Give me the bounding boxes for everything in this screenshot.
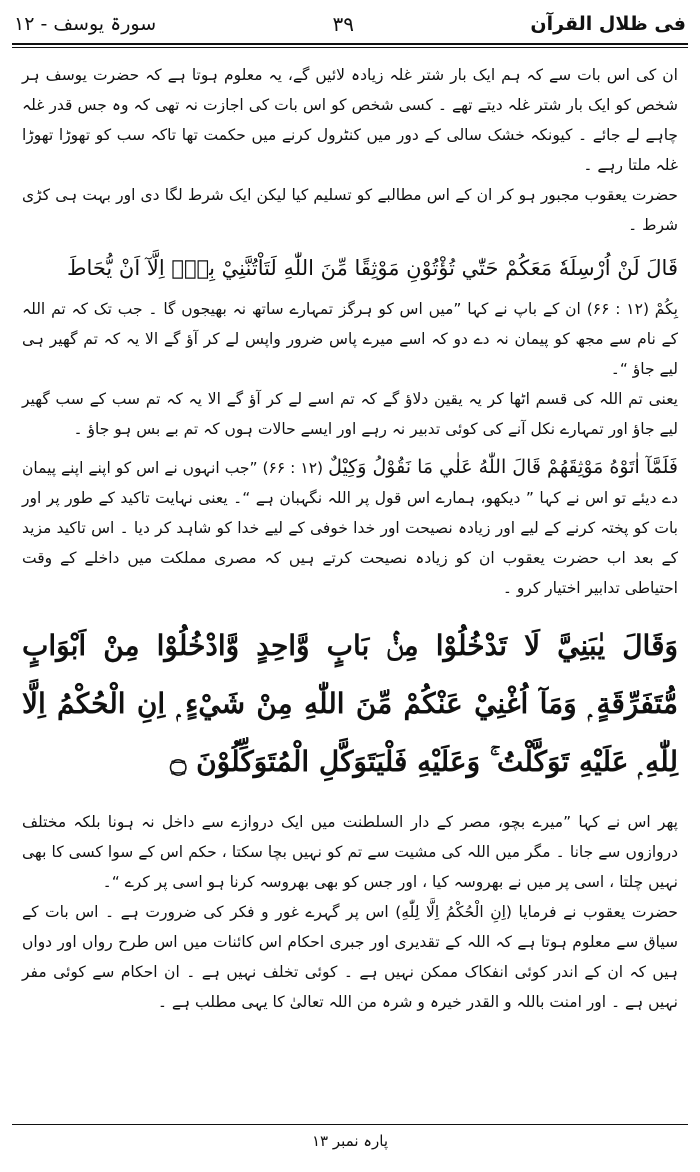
footer-text: پارہ نمبر ۱۳ xyxy=(311,1132,389,1150)
header-rule xyxy=(12,43,688,45)
header-rule-thin xyxy=(12,47,688,48)
paragraph-3: بِكُمْ (۱۲ : ۶۶) ان کے باپ نے کہا ”میں اس کو ہرگز تمہارے ساتھ نہ بھیجوں گا ۔ جب تک کہ تم اللہ کے نام سے مجھ کو پیمان نہ دے دو کہ اسے میرے پاس ضرور واپس لے کر آؤ گے الا یہ کہ تم گھیر ہی لیے جاؤ “۔ xyxy=(22,300,678,378)
quran-verse-1: قَالَ لَنْ اُرْسِلَهٗ مَعَكُمْ حَتّٰي تُؤْتُوْنِ مَوْثِقًا مِّنَ اللّٰهِ لَتَاْتُنَّنِيْ بِهٖٓ اِلَّآ اَنْ يُّحَاطَ xyxy=(67,256,678,280)
paragraph-4: یعنی تم اللہ کی قسم اٹھا کر یہ یقین دلاؤ گے کہ تم اسے لے کر آؤ گے الا یہ کہ تم سب کے سب گھیر لیے جاؤ اور تمہارے نکل آنے کی کوئی تدبیر نہ رہے اور ایسے حالات ہوں کہ تم بے بس ہو جاؤ ۔ xyxy=(22,390,678,438)
surah-label: سورۃ یوسف - ۱۲ xyxy=(14,13,157,35)
paragraph-2: حضرت یعقوب مجبور ہو کر ان کے اس مطالبے کو تسلیم کیا لیکن ایک شرط لگا دی اور بہت ہی کڑی شرط ۔ xyxy=(22,186,678,234)
page-number: ۳۹ xyxy=(332,12,355,36)
book-title: فی ظلال القرآن xyxy=(530,13,686,35)
page-body xyxy=(22,60,678,1017)
paragraph-7: حضرت یعقوب نے فرمایا (اِنِ الْحُكْمُ اِلَّا لِلّٰهِ) اس پر گہرے غور و فکر کی ضرورت ہے ۔ اس بات کے سیاق سے معلوم ہوتا ہے کہ اللہ کے تقدیری اور جبری احکام اس کائنات میں اس طرح رواں اور دواں ہیں کہ ان کے اندر کوئی انفکاک ممکن نہیں ہے ۔ کوئی تخلف نہیں ہے ۔ ان احکام سے کوئی مفر نہیں ہے ۔ اور امنت باللہ و القدر خیرہ و شرہ من اللہ تعالیٰ کا یہی مطلب ہے ۔ xyxy=(22,903,678,1011)
paragraph-5-text: (۱۲ : ۶۶) ”جب انہوں نے اس کو اپنے اپنے پیمان دے دیئے تو اس نے کہا ” دیکھو، ہمارے اس قول پر اللہ نگہبان ہے “۔ یعنی نہایت تاکید کے طور پر اور بات کو پختہ کرنے کے لیے اور زیادہ نصیحت اور خدا خوفی کے لیے خدا کو شاہد کر دیا ۔ اس تاکید مزید کے بعد اب حضرت یعقوب ان کو زیادہ نصیحت کرتے ہیں کہ مصری مملکت میں داخلے کے وقت احتیاطی تدابیر اختیار کرو ۔ xyxy=(22,459,678,597)
paragraph-5 xyxy=(22,452,678,603)
quran-verse-inline: فَلَمَّآ اٰتَوْهُ مَوْثِقَهُمْ قَالَ اللّٰهُ عَلٰي مَا نَقُوْلُ وَكِيْلٌ xyxy=(328,456,678,478)
paragraph-1: ان کی اس بات سے کہ ہم ایک بار شتر غلہ زیادہ لائیں گے، یہ معلوم ہوتا ہے کہ حضرت یوسف ہر شخص کو ایک بار شتر غلہ دیتے تھے ۔ کسی شخص کو اس بات کی اجازت نہ تھی کہ وہ جس قدر غلہ چاہے لے جائے ۔ کیونکہ خشک سالی کے دور میں کنٹرول کرنے میں حکمت تھا تاکہ سب کو تھوڑا تھوڑا غلہ ملتا رہے ۔ xyxy=(22,66,678,174)
page-header xyxy=(14,6,686,42)
footer-rule xyxy=(12,1124,688,1125)
paragraph-6: پھر اس نے کہا ”میرے بچو، مصر کے دار السلطنت میں ایک دروازے سے داخل نہ ہونا بلکہ مختلف دروازوں سے جانا ۔ مگر میں اللہ کی مشیت سے تم کو نہیں بچا سکتا ، حکم اس کے سوا کسی کا بھی نہیں چلتا ، اسی پر میں نے بھروسہ کیا ، اور جس کو بھی بھروسہ کرنا ہو اسی پر کرے “۔ xyxy=(22,813,678,891)
quran-verse-2: وَقَالَ يٰبَنِيَّ لَا تَدْخُلُوْا مِنْۢ بَابٍ وَّاحِدٍ وَّادْخُلُوْا مِنْ اَبْوَابٍ مُّتَفَرِّقَةٍ ۭ وَمَآ اُغْنِيْ عَنْكُمْ مِّنَ اللّٰهِ مِنْ شَيْءٍ ۭ اِنِ الْحُكْمُ اِلَّا لِلّٰهِ ۭ عَلَيْهِ تَوَكَّلْتُ ۚ وَعَلَيْهِ فَلْيَتَوَكَّلِ الْمُتَوَكِّلُوْنَ ۝ xyxy=(22,629,678,778)
